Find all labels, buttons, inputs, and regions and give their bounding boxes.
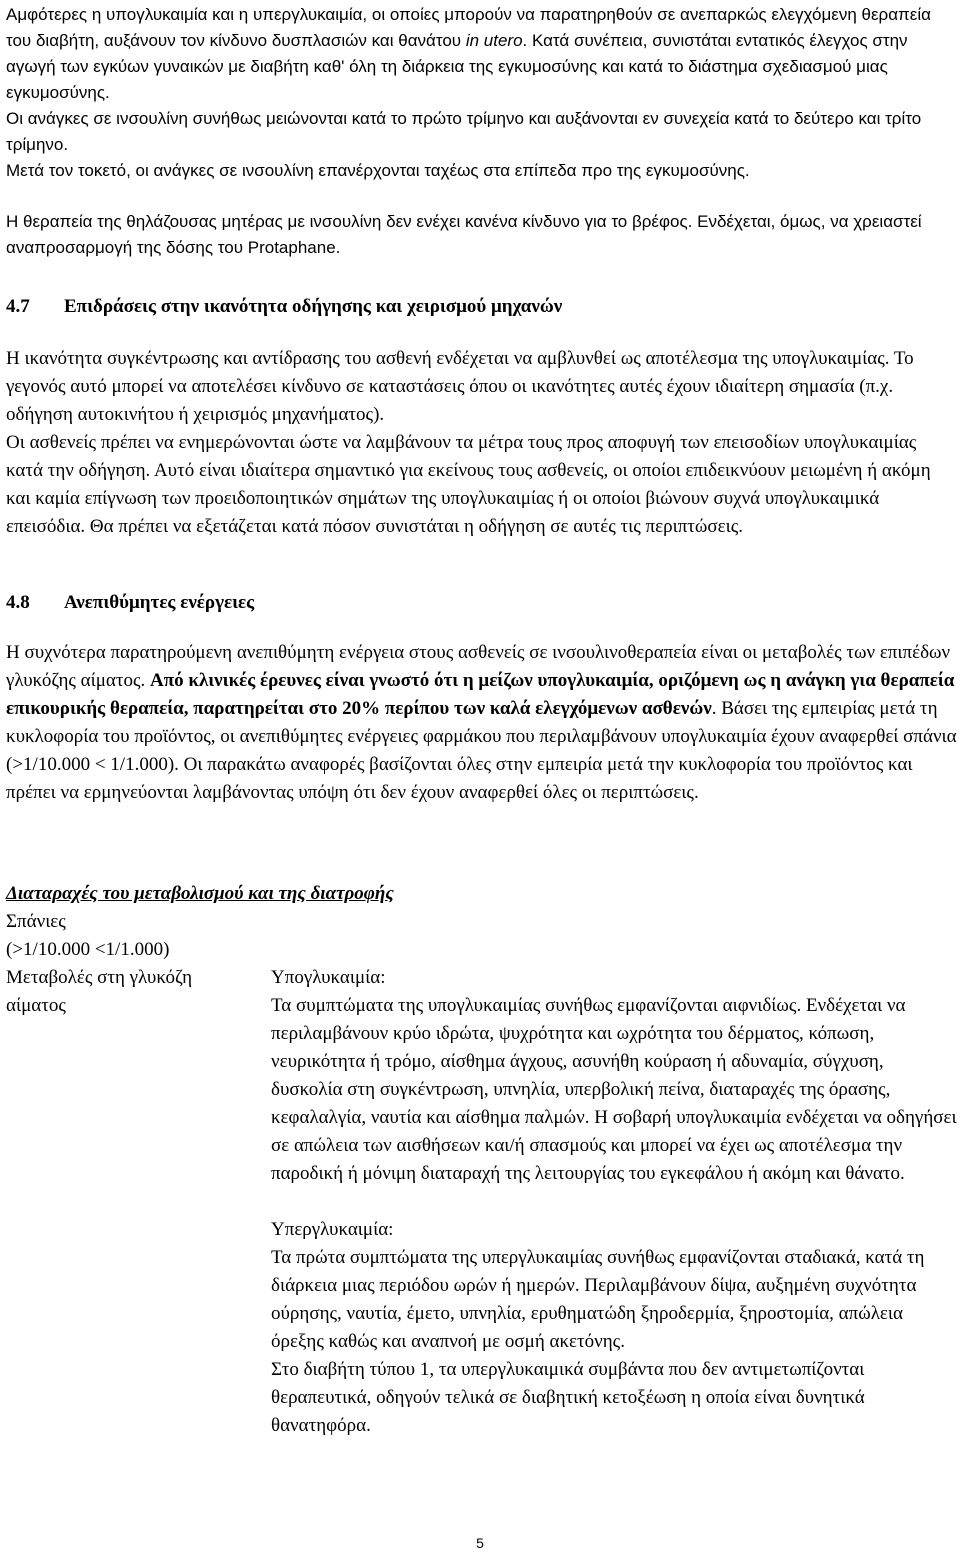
section-4-7-heading: [6, 293, 958, 321]
frequency-label: Σπάνιες: [6, 911, 66, 932]
section-4-8-heading: [6, 589, 958, 617]
hypoglycaemia-label: Υπογλυκαιμία:: [271, 967, 386, 988]
adverse-text: Η συχνότερα παρατηρούμενη ανεπιθύμητη ενέργεια στους ασθενείς σε ινσουλινοθεραπεία είναι οι μεταβολές των επιπέδων γλυκόζης αίματος.: [6, 642, 951, 691]
breastfeeding-paragraph: Η θεραπεία της θηλάζουσας μητέρας με ινσουλίνη δεν ενέχει κανένα κίνδυνο για το βρέφος. Ενδέχεται, όμως, να χρειαστεί αναπροσαρμογή της δόσης του Protaphane.: [6, 212, 922, 257]
hyperglycaemia-label: Υπεργλυκαιμία:: [271, 1219, 394, 1240]
section-title: Επιδράσεις στην ικανότητα οδήγησης και χειρισμού μηχανών: [64, 296, 563, 317]
section-4-7-paragraph-2: Οι ασθενείς πρέπει να ενημερώνονται ώστε να λαμβάνουν τα μέτρα τους προς αποφυγή των επεισοδίων υπογλυκαιμίας κατά την οδήγηση. Αυτό είναι ιδιαίτερα σημαντικό για εκείνους τους ασθενείς, οι οποίοι επιδεικνύουν μειωμένη ή ακόμη και καμία επίγνωση των προειδοποιητικών σημάτων της υπογλυκαιμίας ή οι οποίοι βιώνουν συχνά υπογλυκαιμικά επεισόδια. Θα πρέπει να εξετάζεται κατά πόσον συνιστάται η οδήγηση σε αυτές τις περιπτώσεις.: [6, 432, 931, 537]
soc-description: [271, 964, 957, 1440]
adverse-text-cont: . Βάσει της εμπειρίας μετά τη κυκλοφορία του προϊόντος, οι ανεπιθύμητες ενέργειες φαρμάκου που περιλαμβάνουν υπογλυκαιμία έχουν αναφερθεί σπάνια (>1/10.000 < 1/1.000). Οι παρακάτω αναφορές βασίζονται όλες στην εμπειρία μετά την κυκλοφορία του προϊόντος και πρέπει να ερμηνεύονται λαμβάνοντας υπόψη ότι δεν έχουν αναφερθεί όλες οι περιπτώσεις.: [6, 698, 957, 803]
insulin-needs-paragraph: Οι ανάγκες σε ινσουλίνη συνήθως μειώνονται κατά το πρώτο τρίμηνο και αυξάνονται εν συνεχεία κατά το δεύτερο και τρίτο τρίμηνο.: [6, 109, 922, 154]
intro-text: Αμφότερες η υπογλυκαιμία και η υπεργλυκαιμία, οι οποίες μπορούν να παρατηρηθούν σε ανεπαρκώς ελεγχόμενη θεραπεία του διαβήτη, αυξάνουν τον κίνδυνο δυσπλασιών και θανάτου: [6, 5, 931, 50]
frequency-range: (>1/10.000 <1/1.000): [6, 939, 170, 960]
page-number: 5: [476, 1535, 484, 1551]
section-title: Ανεπιθύμητες ενέργειες: [64, 592, 255, 613]
section-number: 4.7: [6, 296, 30, 317]
section-4-8-paragraph: [6, 639, 958, 807]
intro-text-cont: . Κατά συνέπεια, συνιστάται εντατικός έλεγχος στην αγωγή των εγκύων γυναικών με διαβήτη καθ' όλη τη διάρκεια της εγκυμοσύνης και κατά το διάστημα σχεδιασμού μιας εγκυμοσύνης.: [6, 31, 908, 102]
metabolism-heading: Διαταραχές του μεταβολισμού και της διατροφής: [6, 883, 394, 904]
soc-term: Μεταβολές στη γλυκόζη αίματος: [6, 967, 193, 1016]
hyperglycaemia-text: Τα πρώτα συμπτώματα της υπεργλυκαιμίας συνήθως εμφανίζονται σταδιακά, κατά τη διάρκεια μιας περιόδου ωρών ή ημερών. Περιλαμβάνουν δίψα, αυξημένη συχνότητα ούρησης, ναυτία, έμετο, υπνηλία, ερυθηματώδη ξηροδερμία, ξηροστομία, απώλεια όρεξης καθώς και αναπνοή με οσμή ακετόνης.: [271, 1247, 925, 1352]
section-4-7-paragraph-1: Η ικανότητα συγκέντρωσης και αντίδρασης του ασθενή ενδέχεται να αμβλυνθεί ως αποτέλεσμα της υπογλυκαιμίας. Το γεγονός αυτό μπορεί να αποτελέσει κίνδυνο σε καταστάσεις όπου οι ικανότητες αυτές έχουν ιδιαίτερη σημασία (π.χ. οδήγηση αυτοκινήτου ή χειρισμός μηχανήματος).: [6, 348, 914, 425]
section-number: 4.8: [6, 592, 30, 613]
adverse-bold-text: Από κλινικές έρευνες είναι γνωστό ότι η μείζων υπογλυκαιμία, οριζόμενη ως η ανάγκη για θεραπεία επικουρικής θεραπεία, παρατηρείται στο 20% περίπου των καλά ελεγχόμενων ασθενών: [6, 670, 955, 719]
postpartum-paragraph: Μετά τον τοκετό, οι ανάγκες σε ινσουλίνη επανέρχονται ταχέως στα επίπεδα προ της εγκυμοσύνης.: [6, 161, 750, 180]
hyperglycaemia-type1-text: Στο διαβήτη τύπου 1, τα υπεργλυκαιμικά συμβάντα που δεν αντιμετωπίζονται θεραπευτικά, οδηγούν τελικά σε διαβητική κετοξέωση η οποία είναι δυνητικά θανατηφόρα.: [271, 1359, 865, 1436]
intro-paragraph: [6, 2, 958, 106]
hypoglycaemia-text: Τα συμπτώματα της υπογλυκαιμίας συνήθως εμφανίζονται αιφνιδίως. Ενδέχεται να περιλαμβάνουν κρύο ιδρώτα, ψυχρότητα και ωχρότητα του δέρματος, κόπωση, νευρικότητα ή τρόμο, αίσθημα άγχους, ασυνήθη κούραση ή αδυναμία, σύγχυση, δυσκολία στη συγκέντρωση, υπνηλία, υπερβολική πείνα, διαταραχές της όρασης, κεφαλαλγία, ναυτία και αίσθημα παλμών. Η σοβαρή υπογλυκαιμία ενδέχεται να οδηγήσει σε απώλεια των αισθήσεων και/ή σπασμούς και μπορεί να έχει ως αποτέλεσμα την παροδική ή μόνιμη διαταραχή της λειτουργίας του εγκεφάλου ή ακόμη και θάνατο.: [271, 995, 957, 1184]
in-utero-term: in utero: [465, 31, 523, 50]
